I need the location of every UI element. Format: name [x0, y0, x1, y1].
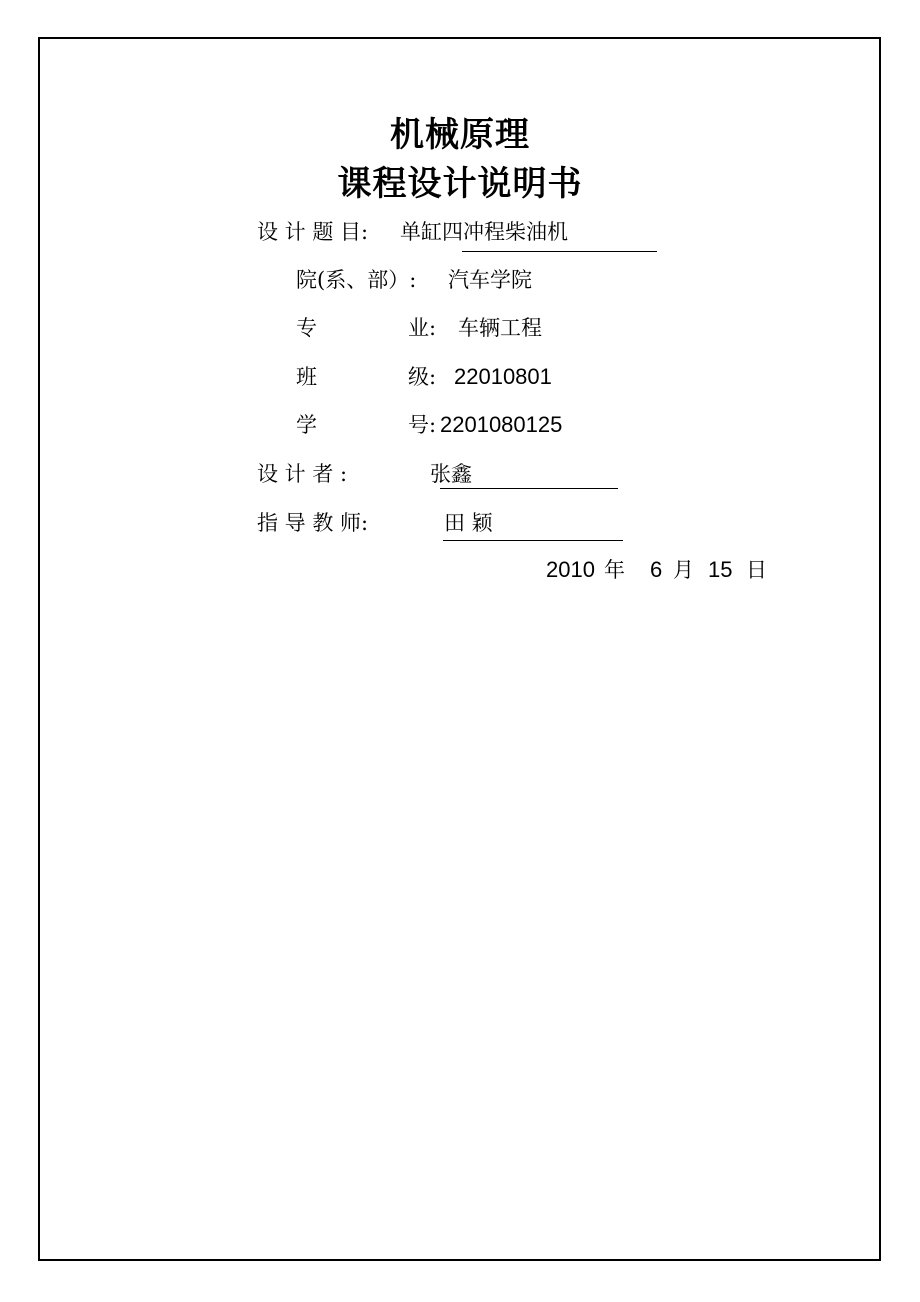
student-id-label-start: 学	[296, 413, 317, 437]
major-label-start: 专	[296, 316, 317, 340]
date-year-unit: 年	[604, 558, 625, 582]
designer-underline	[440, 488, 618, 489]
major-value: 车辆工程	[458, 316, 542, 340]
class-value: 22010801	[454, 364, 552, 389]
advisor-label: 指 导 教 师:	[257, 511, 369, 535]
student-id-label-end: 号:	[408, 413, 437, 437]
major-label-end: 业:	[408, 316, 437, 340]
advisor-underline	[443, 540, 623, 541]
date-month-unit: 月	[673, 558, 694, 582]
designer-value: 张鑫	[430, 462, 472, 486]
college-value: 汽车学院	[448, 268, 532, 292]
date-day-unit: 日	[746, 558, 767, 582]
date-month: 6	[650, 557, 663, 582]
advisor-value: 田 颖	[444, 511, 493, 535]
date-day: 15	[708, 557, 733, 582]
topic-underline	[462, 251, 657, 252]
class-label-end: 级:	[408, 365, 437, 389]
class-label-start: 班	[296, 365, 317, 389]
student-id-value: 2201080125	[440, 412, 563, 437]
topic-value: 单缸四冲程柴油机	[400, 220, 568, 244]
designer-label: 设 计 者 :	[257, 462, 348, 486]
document-subtitle: 课程设计说明书	[337, 164, 583, 204]
date-year: 2010	[546, 557, 595, 582]
topic-label: 设 计 题 目:	[257, 220, 369, 244]
document-title: 机械原理	[390, 115, 530, 155]
college-label: 院(系、部）:	[296, 268, 417, 292]
